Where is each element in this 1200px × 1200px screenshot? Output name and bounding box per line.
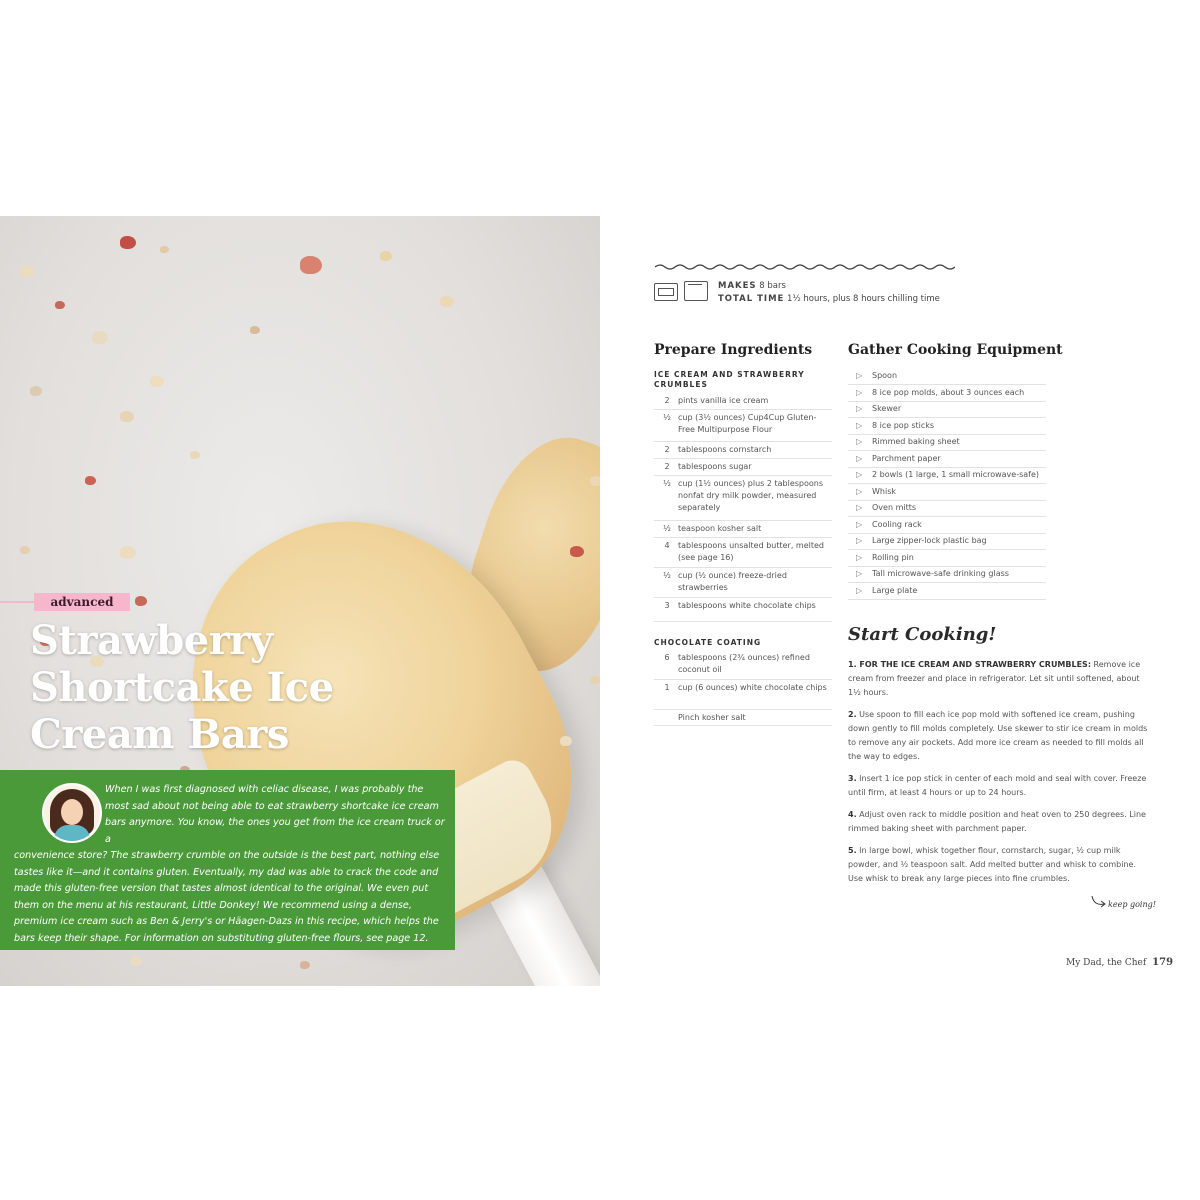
equipment-item	[848, 368, 1048, 384]
recipe-title-line-3: Cream Bars	[30, 711, 289, 758]
equipment-item	[848, 566, 1048, 582]
step-text: Use spoon to fill each ice pop mold with softened ice cream, pushing down gently to fill molds completely. Use skewer to stir ice cream in molds to remove any air pockets. Add more ice cream as needed to fill molds all the way to edges.	[848, 710, 1148, 761]
triangle-bullet-icon: ▷	[856, 420, 863, 430]
ingredient-qty: ½	[663, 571, 671, 580]
equipment-heading: Gather Cooking Equipment	[848, 342, 1063, 358]
ingredient-text: Pinch kosher salt	[678, 713, 746, 722]
crumb	[300, 961, 310, 969]
step-number: 4.	[848, 810, 857, 819]
ingredient-qty: 2	[664, 462, 670, 471]
crumb	[92, 331, 108, 344]
crumb	[150, 376, 164, 387]
recipe-title-line-1: Strawberry	[30, 617, 273, 664]
ingredient-text: teaspoon kosher salt	[678, 524, 762, 533]
ingredient-text: cup (3½ ounces) Cup4Cup Gluten-Free Multipurpose Flour	[678, 413, 817, 434]
equipment-text: 8 ice pop molds, about 3 ounces each	[872, 387, 1025, 397]
book-title: My Dad, the Chef	[1066, 958, 1147, 968]
ingredient-qty: ½	[663, 479, 671, 488]
step-1	[848, 658, 1148, 700]
avatar-face	[61, 799, 83, 825]
intro-text-rest: convenience store? The strawberry crumble on the outside is the best part, nothing else tastes like it—and it contains gluten. Eventually, my dad was able to crack the code and made this gluten-free version that tastes almost identical to the original. We even put them on the menu at his restaurant, Little Donkey! We recommend using a dense, premium ice cream such as Ben & Jerry's or Häagen-Dazs in this recipe, which helps the bars keep their shape. For information on substituting gluten-free flours, see page 12.	[14, 850, 440, 944]
ingredient-qty: 3	[664, 601, 670, 610]
equipment-item	[848, 550, 1048, 566]
crumb	[440, 296, 454, 307]
ingredient-divider	[654, 621, 832, 622]
makes-value: 8 bars	[759, 281, 786, 291]
triangle-bullet-icon: ▷	[856, 404, 863, 413]
equipment-item	[848, 451, 1048, 467]
recipe-meta	[718, 280, 940, 306]
ingredient-divider	[654, 520, 832, 521]
crumb	[590, 476, 600, 486]
ingredient-divider	[654, 597, 832, 598]
triangle-bullet-icon: ▷	[856, 486, 863, 496]
crumb	[120, 411, 134, 422]
triangle-bullet-icon: ▷	[856, 503, 863, 512]
ingredient-text: tablespoons unsalted butter, melted (see page 16)	[678, 541, 824, 562]
equipment-text: Parchment paper	[872, 453, 941, 463]
step-text: Remove ice cream from freezer and place in refrigerator. Let sit until softened, about 1½ hours.	[848, 660, 1141, 697]
step-number: 2.	[848, 710, 857, 719]
ingredients-group1-title: ICE CREAM AND STRAWBERRY CRUMBLES	[654, 370, 805, 389]
ingredient-text: tablespoons white chocolate chips	[678, 601, 816, 610]
step-number: 1. FOR THE ICE CREAM AND STRAWBERRY CRUMBLES:	[848, 660, 1092, 669]
step-text: Insert 1 ice pop stick in center of each mold and seal with cover. Freeze until firm, at least 4 hours or up to 24 hours.	[848, 774, 1147, 797]
wavy-divider	[655, 263, 955, 271]
ingredients-group2-title: CHOCOLATE COATING	[654, 638, 762, 647]
intro-text-first: When I was first diagnosed with celiac disease, I was probably the most sad about not being able to eat strawberry shortcake ice cream bars anymore. You know, the ones you get from the ice cream truck or a	[105, 784, 445, 845]
step-3	[848, 772, 1148, 800]
equipment-item	[848, 517, 1048, 533]
ingredient-text: cup (1½ ounces) plus 2 tablespoons nonfat dry milk powder, measured separately	[678, 479, 824, 512]
equipment-text: Large zipper-lock plastic bag	[872, 536, 987, 545]
crumb	[590, 676, 600, 684]
equipment-item	[848, 385, 1048, 401]
crumb	[120, 546, 136, 559]
crumb	[160, 246, 169, 253]
equipment-text: Tall microwave-safe drinking glass	[872, 569, 1009, 578]
equipment-item	[848, 418, 1048, 434]
step-number: 3.	[848, 774, 857, 783]
equipment-item	[848, 484, 1048, 500]
ingredient-divider	[654, 709, 832, 710]
crumb	[20, 546, 30, 554]
ingredient-divider	[654, 679, 832, 680]
author-avatar	[42, 783, 102, 843]
equipment-text: Skewer	[872, 404, 902, 413]
equipment-text: Whisk	[872, 486, 897, 496]
ingredient-text: tablespoons sugar	[678, 462, 752, 471]
triangle-bullet-icon: ▷	[856, 569, 863, 578]
step-text: In large bowl, whisk together flour, cornstarch, sugar, ½ cup milk powder, and ½ teaspoon salt. Add melted butter and whisk to combine. Use whisk to break any large pieces into fine crumbles.	[848, 846, 1136, 883]
ingredient-text: cup (6 ounces) white chocolate chips	[678, 683, 827, 692]
makes-label: MAKES	[718, 281, 757, 291]
equipment-text: Spoon	[872, 371, 898, 380]
triangle-bullet-icon: ▷	[856, 536, 863, 545]
equipment-text: Rolling pin	[872, 552, 914, 562]
ingredient-divider	[654, 441, 832, 442]
ingredient-text: tablespoons (2¾ ounces) refined coconut oil	[678, 653, 810, 674]
ingredient-qty: 4	[664, 541, 670, 550]
keep-going-note: keep going!	[1108, 900, 1156, 909]
equipment-item	[848, 533, 1048, 549]
triangle-bullet-icon: ▷	[856, 453, 863, 463]
difficulty-badge: advanced	[34, 593, 130, 611]
triangle-bullet-icon: ▷	[856, 387, 863, 397]
equipment-item	[848, 401, 1048, 417]
triangle-bullet-icon: ▷	[856, 371, 863, 380]
ingredient-divider	[654, 537, 832, 538]
equipment-text: Large plate	[872, 585, 918, 595]
crumb	[130, 956, 142, 966]
crumb	[55, 301, 65, 309]
crumb	[135, 596, 147, 606]
crumb	[190, 451, 200, 459]
crumb	[300, 256, 322, 274]
triangle-bullet-icon: ▷	[856, 552, 863, 562]
crumb	[380, 251, 392, 261]
equipment-item	[848, 500, 1048, 516]
ingredient-divider	[654, 458, 832, 459]
equipment-divider	[848, 599, 1046, 600]
equipment-text: Rimmed baking sheet	[872, 437, 960, 446]
triangle-bullet-icon: ▷	[856, 437, 863, 446]
equipment-item	[848, 583, 1048, 599]
page-number: 179	[1152, 957, 1174, 968]
time-value: 1½ hours, plus 8 hours chilling time	[787, 294, 940, 304]
recipe-title	[30, 617, 360, 758]
start-cooking-heading: Start Cooking!	[848, 624, 997, 645]
ingredient-text: pints vanilla ice cream	[678, 396, 769, 405]
equipment-text: 8 ice pop sticks	[872, 420, 935, 430]
step-text: Adjust oven rack to middle position and heat oven to 250 degrees. Line rimmed baking sheet with parchment paper.	[848, 810, 1146, 833]
ingredient-qty: ½	[663, 413, 671, 422]
ingredient-divider	[654, 725, 832, 726]
crumb	[570, 546, 584, 557]
ingredient-qty: 2	[664, 396, 670, 405]
ingredient-qty: ½	[663, 524, 671, 533]
ingredient-divider	[654, 409, 832, 410]
step-number: 5.	[848, 846, 857, 855]
ingredient-qty: 6	[664, 653, 670, 662]
equipment-item	[848, 467, 1048, 483]
crumb	[85, 476, 96, 485]
recipe-title-line-2: Shortcake Ice	[30, 664, 334, 711]
equipment-text: Oven mitts	[872, 503, 917, 512]
step-5	[848, 844, 1148, 886]
ingredient-divider	[654, 567, 832, 568]
triangle-bullet-icon: ▷	[856, 470, 863, 479]
time-label: TOTAL TIME	[718, 294, 785, 304]
equipment-text: 2 bowls (1 large, 1 small microwave-safe)	[872, 470, 1040, 479]
crumb	[560, 736, 572, 746]
triangle-bullet-icon: ▷	[856, 585, 863, 595]
timer-icon	[684, 281, 708, 301]
equipment-text: Cooling rack	[872, 519, 922, 529]
avatar-shirt	[54, 825, 90, 843]
ingredients-heading: Prepare Ingredients	[654, 342, 813, 358]
equipment-item	[848, 434, 1048, 450]
ingredient-text: cup (½ ounce) freeze-dried strawberries	[678, 571, 787, 592]
ingredient-text: tablespoons cornstarch	[678, 445, 772, 454]
step-4	[848, 808, 1148, 836]
crumb	[120, 236, 136, 249]
page-footer	[1066, 957, 1173, 968]
ingredient-qty: 1	[664, 683, 670, 692]
oven-icon	[654, 283, 678, 301]
crumb	[20, 266, 34, 277]
triangle-bullet-icon: ▷	[856, 519, 863, 529]
crumb	[30, 386, 42, 396]
ingredient-divider	[654, 475, 832, 476]
curl-arrow-icon	[1090, 894, 1108, 908]
crumb	[250, 326, 260, 334]
ingredient-qty: 2	[664, 445, 670, 454]
step-2	[848, 708, 1148, 764]
